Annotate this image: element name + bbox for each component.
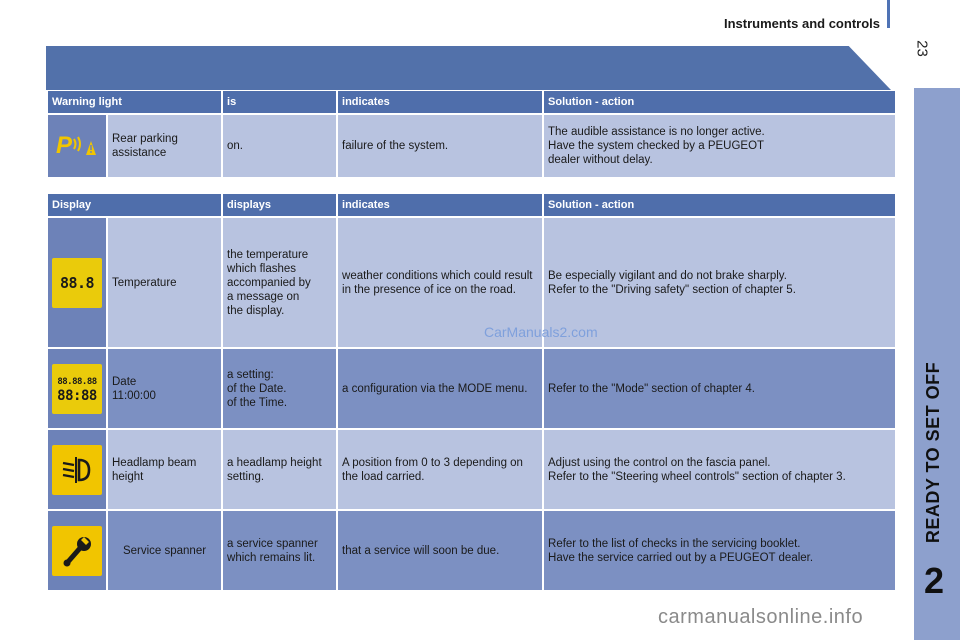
table-row bbox=[48, 430, 895, 509]
column-header: indicates bbox=[338, 194, 542, 216]
warning-light-table bbox=[46, 89, 897, 179]
page-number: 23 bbox=[913, 40, 931, 57]
item-name: Rear parking assistance bbox=[108, 115, 221, 177]
item-solution: The audible assistance is no longer active. Have the system checked by a PEUGEOT dealer without delay. bbox=[544, 115, 895, 177]
header-rule bbox=[887, 0, 890, 28]
temperature-display-icon: 88.8 bbox=[52, 258, 102, 308]
item-indicates: that a service will soon be due. bbox=[338, 511, 542, 590]
item-name: Temperature bbox=[108, 218, 221, 347]
item-displays: a service spanner which remains lit. bbox=[223, 511, 336, 590]
item-displays: a headlamp height setting. bbox=[223, 430, 336, 509]
item-solution: Adjust using the control on the fascia panel. Refer to the "Steering wheel controls" section of chapter 3. bbox=[544, 430, 895, 509]
item-indicates: weather conditions which could result in the presence of ice on the road. bbox=[338, 218, 542, 347]
item-state: on. bbox=[223, 115, 336, 177]
column-header: is bbox=[223, 91, 336, 113]
section-title: Instruments and controls bbox=[723, 16, 880, 31]
column-header: Warning light bbox=[48, 91, 221, 113]
table-row bbox=[48, 511, 895, 590]
item-name: Headlamp beam height bbox=[108, 430, 221, 509]
item-name: Date 11:00:00 bbox=[108, 349, 221, 428]
column-header: Solution - action bbox=[544, 91, 895, 113]
date-time-display-icon: 88.88.88 88:88 bbox=[52, 364, 102, 414]
center-watermark: CarManuals2.com bbox=[484, 324, 598, 340]
column-header: Display bbox=[48, 194, 221, 216]
chapter-label: READY TO SET OFF bbox=[923, 361, 944, 543]
footer-watermark: carmanualsonline.info bbox=[658, 606, 864, 628]
chapter-number: 2 bbox=[923, 560, 945, 601]
item-solution: Refer to the "Mode" section of chapter 4. bbox=[544, 349, 895, 428]
display-table bbox=[46, 192, 897, 592]
headlamp-beam-height-icon bbox=[52, 445, 102, 495]
item-displays: a setting: of the Date. of the Time. bbox=[223, 349, 336, 428]
item-solution: Be especially vigilant and do not brake sharply. Refer to the "Driving safety" section of chapter 5. bbox=[544, 218, 895, 347]
item-indicates: failure of the system. bbox=[338, 115, 542, 177]
table-row bbox=[48, 218, 895, 347]
table-row bbox=[48, 349, 895, 428]
column-header: indicates bbox=[338, 91, 542, 113]
table-row bbox=[48, 115, 895, 177]
item-solution: Refer to the list of checks in the servicing booklet. Have the service carried out by a PEUGEOT dealer. bbox=[544, 511, 895, 590]
item-name: Service spanner bbox=[108, 511, 221, 590]
column-header: Solution - action bbox=[544, 194, 895, 216]
section-banner bbox=[46, 46, 891, 90]
service-spanner-icon bbox=[52, 526, 102, 576]
column-header: displays bbox=[223, 194, 336, 216]
item-indicates: a configuration via the MODE menu. bbox=[338, 349, 542, 428]
rear-parking-assistance-icon: P bbox=[52, 135, 102, 157]
item-displays: the temperature which flashes accompanied by a message on the display. bbox=[223, 218, 336, 347]
item-indicates: A position from 0 to 3 depending on the load carried. bbox=[338, 430, 542, 509]
